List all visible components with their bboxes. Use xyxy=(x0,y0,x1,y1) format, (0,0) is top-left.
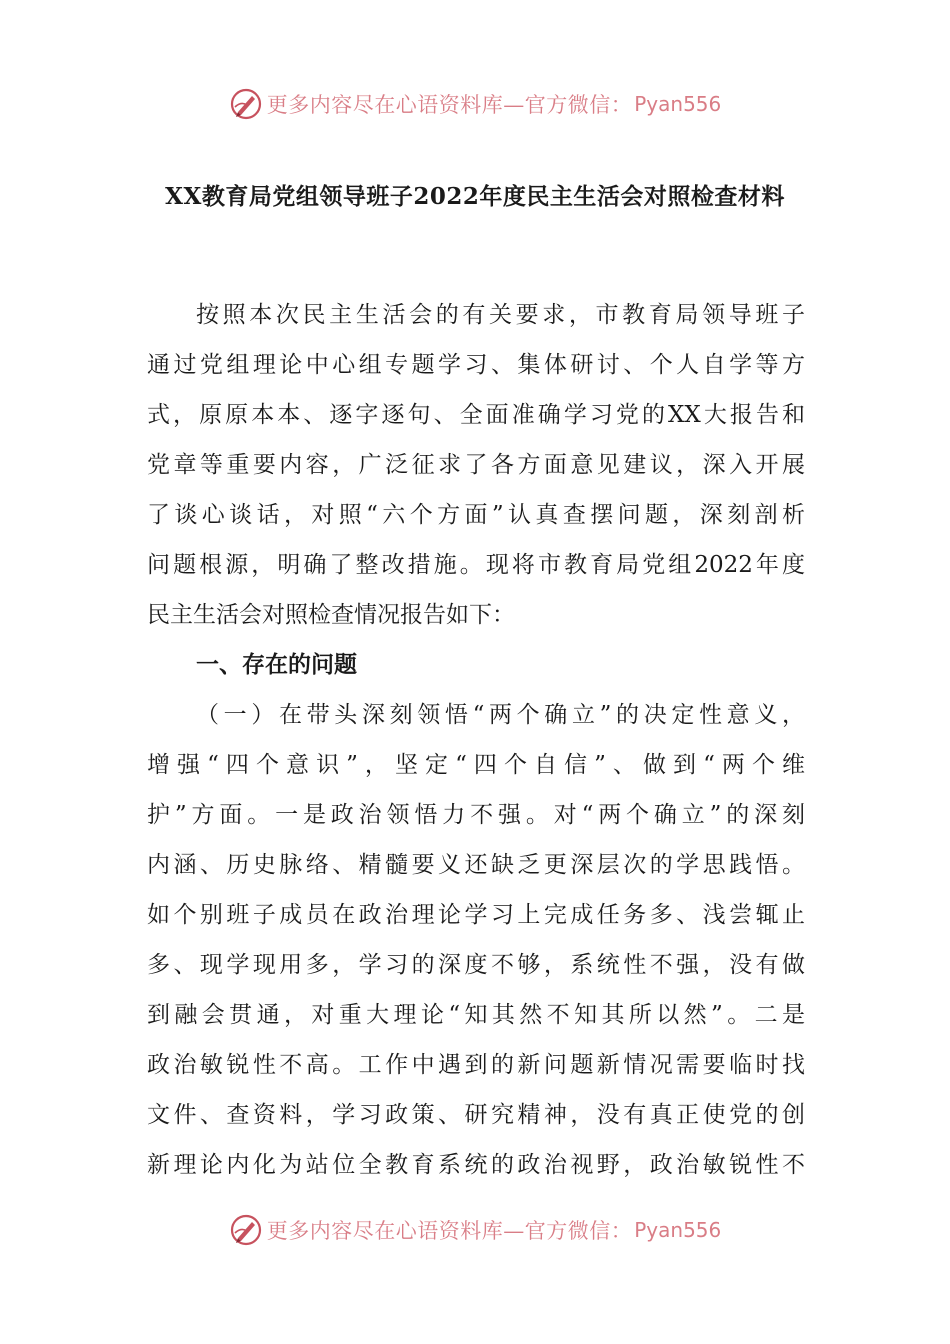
pen-logo-icon xyxy=(229,1213,263,1247)
paragraph-line: 式，原原本本、逐字逐句、全面准确学习党的XX大报告和 xyxy=(147,402,805,428)
paragraph-line: 新理论内化为站位全教育系统的政治视野，政治敏锐性不 xyxy=(147,1152,805,1178)
watermark-header xyxy=(0,84,950,124)
paragraph-line: 增强“四个意识”，坚定“四个自信”、做到“两个维 xyxy=(147,752,805,778)
paragraph-line: 如个别班子成员在政治理论学习上完成任务多、浅尝辄止 xyxy=(147,902,805,928)
watermark-handle: Pyan556 xyxy=(634,92,722,116)
watermark-text: 更多内容尽在心语资料库—官方微信： xyxy=(266,1219,633,1243)
section-heading: 一、存在的问题 xyxy=(196,651,357,678)
paragraph-line: 了谈心谈话，对照“六个方面”认真查摆问题，深刻剖析 xyxy=(147,502,805,528)
paragraph-line: 通过党组理论中心组专题学习、集体研讨、个人自学等方 xyxy=(147,352,805,378)
paragraph-line: （一）在带头深刻领悟“两个确立”的决定性意义， xyxy=(196,702,805,728)
pen-logo-icon xyxy=(229,87,263,121)
paragraph-line: 内涵、历史脉络、精髓要义还缺乏更深层次的学思践悟。 xyxy=(147,852,805,878)
paragraph-line: 问题根源，明确了整改措施。现将市教育局党组2022年度 xyxy=(147,552,805,578)
paragraph-line: 多、现学现用多，学习的深度不够，系统性不强，没有做 xyxy=(147,952,805,978)
paragraph-line: 党章等重要内容，广泛征求了各方面意见建议，深入开展 xyxy=(147,452,805,478)
paragraph-line: 文件、查资料，学习政策、研究精神，没有真正使党的创 xyxy=(147,1102,805,1128)
document-title: XX教育局党组领导班子2022年度民主生活会对照检查材料 xyxy=(165,183,785,210)
paragraph-line: 政治敏锐性不高。工作中遇到的新问题新情况需要临时找 xyxy=(147,1052,805,1078)
paragraph-line: 护”方面。一是政治领悟力不强。对“两个确立”的深刻 xyxy=(147,802,805,828)
paragraph-line: 民主生活会对照检查情况报告如下： xyxy=(147,602,515,628)
watermark-handle: Pyan556 xyxy=(634,1218,722,1242)
watermark-text: 更多内容尽在心语资料库—官方微信： xyxy=(266,93,633,117)
paragraph-line: 到融会贯通，对重大理论“知其然不知其所以然”。二是 xyxy=(147,1002,805,1028)
watermark-footer xyxy=(0,1210,950,1250)
paragraph-line: 按照本次民主生活会的有关要求，市教育局领导班子 xyxy=(196,302,805,328)
